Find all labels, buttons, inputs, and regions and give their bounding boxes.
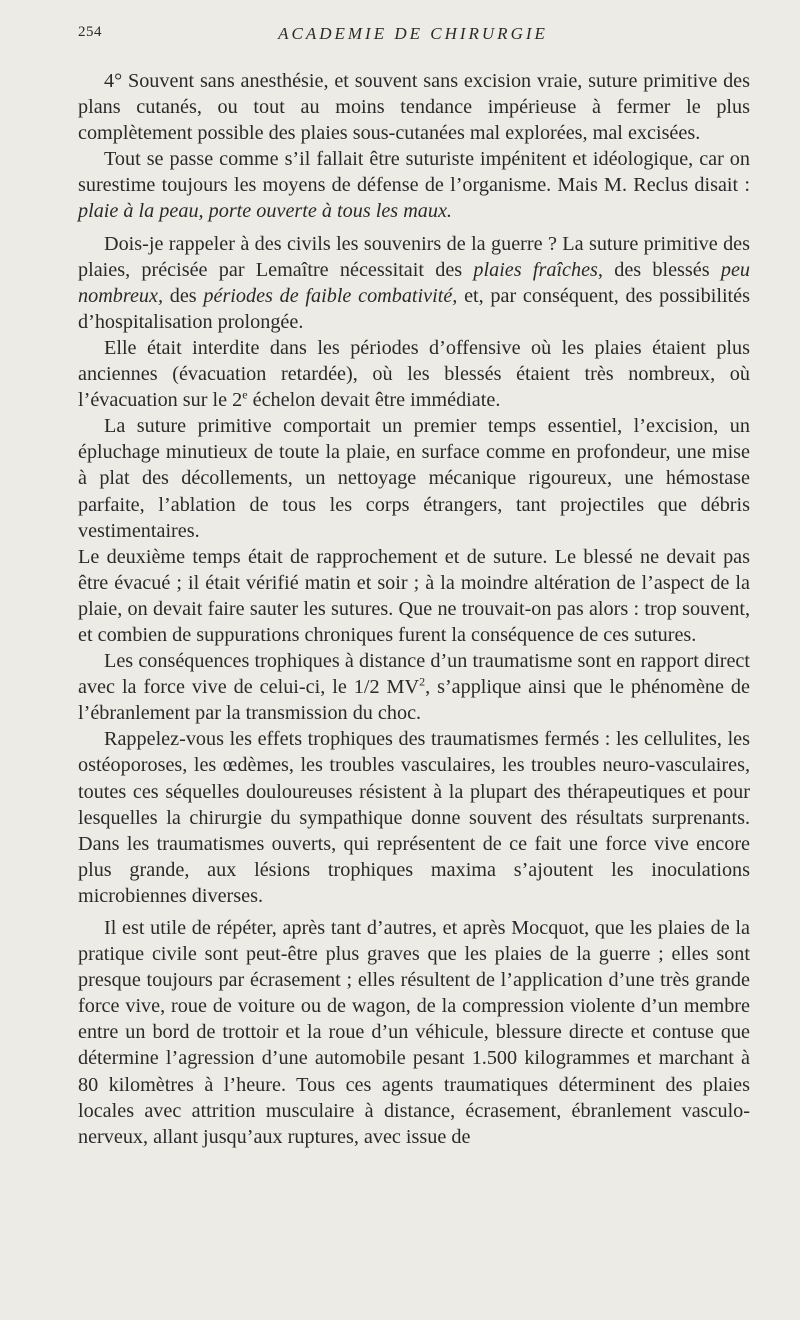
text-run: et, par conséquent, des possibilités d’hospitalisation prolongée. [78,284,750,333]
paragraph [78,146,750,224]
text-run: des blessés [602,258,721,281]
paragraph [78,335,750,413]
text-run: Les conséquences trophiques à distance d’un traumatisme sont en rapport direct avec la force vive de celui-ci, le 1/2 MV [78,650,750,699]
text-run: , s’applique ainsi que le phénomène de l’ébranlement par la transmission du choc. [78,676,750,725]
text-run: Dois-je rappeler à des civils les souvenirs de la guerre ? La suture primitive des plaies, précisée par Lemaître nécessitait des [78,232,750,281]
paragraph [78,68,750,146]
italic-text: plaie à la peau, porte ouverte à tous les maux. [78,200,452,223]
text-run: Elle était interdite dans les périodes d’offensive où les plaies étaient plus anciennes (évacuation retardée), où les blessés étaient très nombreux, où l’évacuation sur le 2 [78,336,750,412]
text-run: Il est utile de répéter, après tant d’autres, et après Mocquot, que les plaies de la pratique civile sont peut-être plus graves que les plaies de la guerre ; elles sont presque toujours par écrasement ; elles résultent de l’application d’une très grande force vive, roue de voiture ou de wagon, de la compression violente d’un membre entre un bord de trottoir et la roue d’un véhicule, blessure directe et contuse que détermine l’agression d’une automobile pesant 1.500 kilogrammes et marchant à 80 kilomètres à l’heure. Tous ces agents traumatiques déterminent des plaies locales avec attrition musculaire à distance, écrasement, ébranlement vasculo-nerveux, allant jusqu’aux ruptures, avec issue de [78,917,750,1148]
text-run: échelon devait être immédiate. [247,389,501,412]
italic-text: plaies fraîches, [473,258,603,281]
italic-text: peu nombreux, [78,258,750,307]
text-run: 4° Souvent sans anesthésie, et souvent sans excision vraie, suture primitive des plans cutanés, ou tout au moins tendance impérieuse à fermer le plus complètement possible des plaies sous-cutanées mal explorées, mal excisées. [78,70,750,145]
text-run: des [163,284,204,307]
paragraph [78,726,750,909]
text-run: La suture primitive comportait un premier temps essentiel, l’excision, un épluchage minutieux de toute la plaie, en surface comme en profondeur, une mise à plat des décollements, un nettoyage mécanique rigoureux, une hémostase parfaite, l’ablation de tous les corps étrangers, tant projectiles que débris vestimentaires. [78,415,750,542]
page-number: 254 [78,24,102,40]
text-run: Rappelez-vous les effets trophiques des traumatismes fermés : les cellulites, les ostéoporoses, les œdèmes, les troubles vasculaires, les troubles neuro-vasculaires, toutes ces séquelles douloureuses résistent à la plupart des thérapeutiques et pour lesquelles la chirurgie du sympathique donne souvent des résultats surprenants. Dans les traumatismes ouverts, qui représentent de ce fait une force vive encore plus grande, aux lésions trophiques maxima s’ajoutent les inoculations microbiennes diverses. [78,728,750,907]
text-run: Tout se passe comme s’il fallait être suturiste impénitent et idéologique, car on surestime toujours les moyens de défense de l’organisme. Mais M. Reclus disait : [78,148,750,197]
page-header [78,24,748,50]
paragraph [78,544,750,648]
superscript: e [242,387,248,402]
text-run: Le deuxième temps était de rapprochement et de suture. Le blessé ne devait pas être évacué ; il était vérifié matin et soir ; à la moindre altération de l’aspect de la plaie, on devait faire sauter les sutures. Que ne trouvait-on pas alors : trop souvent, et combien de suppurations chroniques furent la conséquence de ces sutures. [78,545,750,646]
paragraph [78,648,750,726]
paragraph [78,231,750,335]
page-body [78,68,750,1150]
paragraph [78,413,750,543]
superscript: 2 [419,674,426,689]
italic-text: périodes de faible combativité, [203,284,458,307]
running-title: ACADEMIE DE CHIRURGIE [278,24,548,43]
paragraph [78,915,750,1150]
